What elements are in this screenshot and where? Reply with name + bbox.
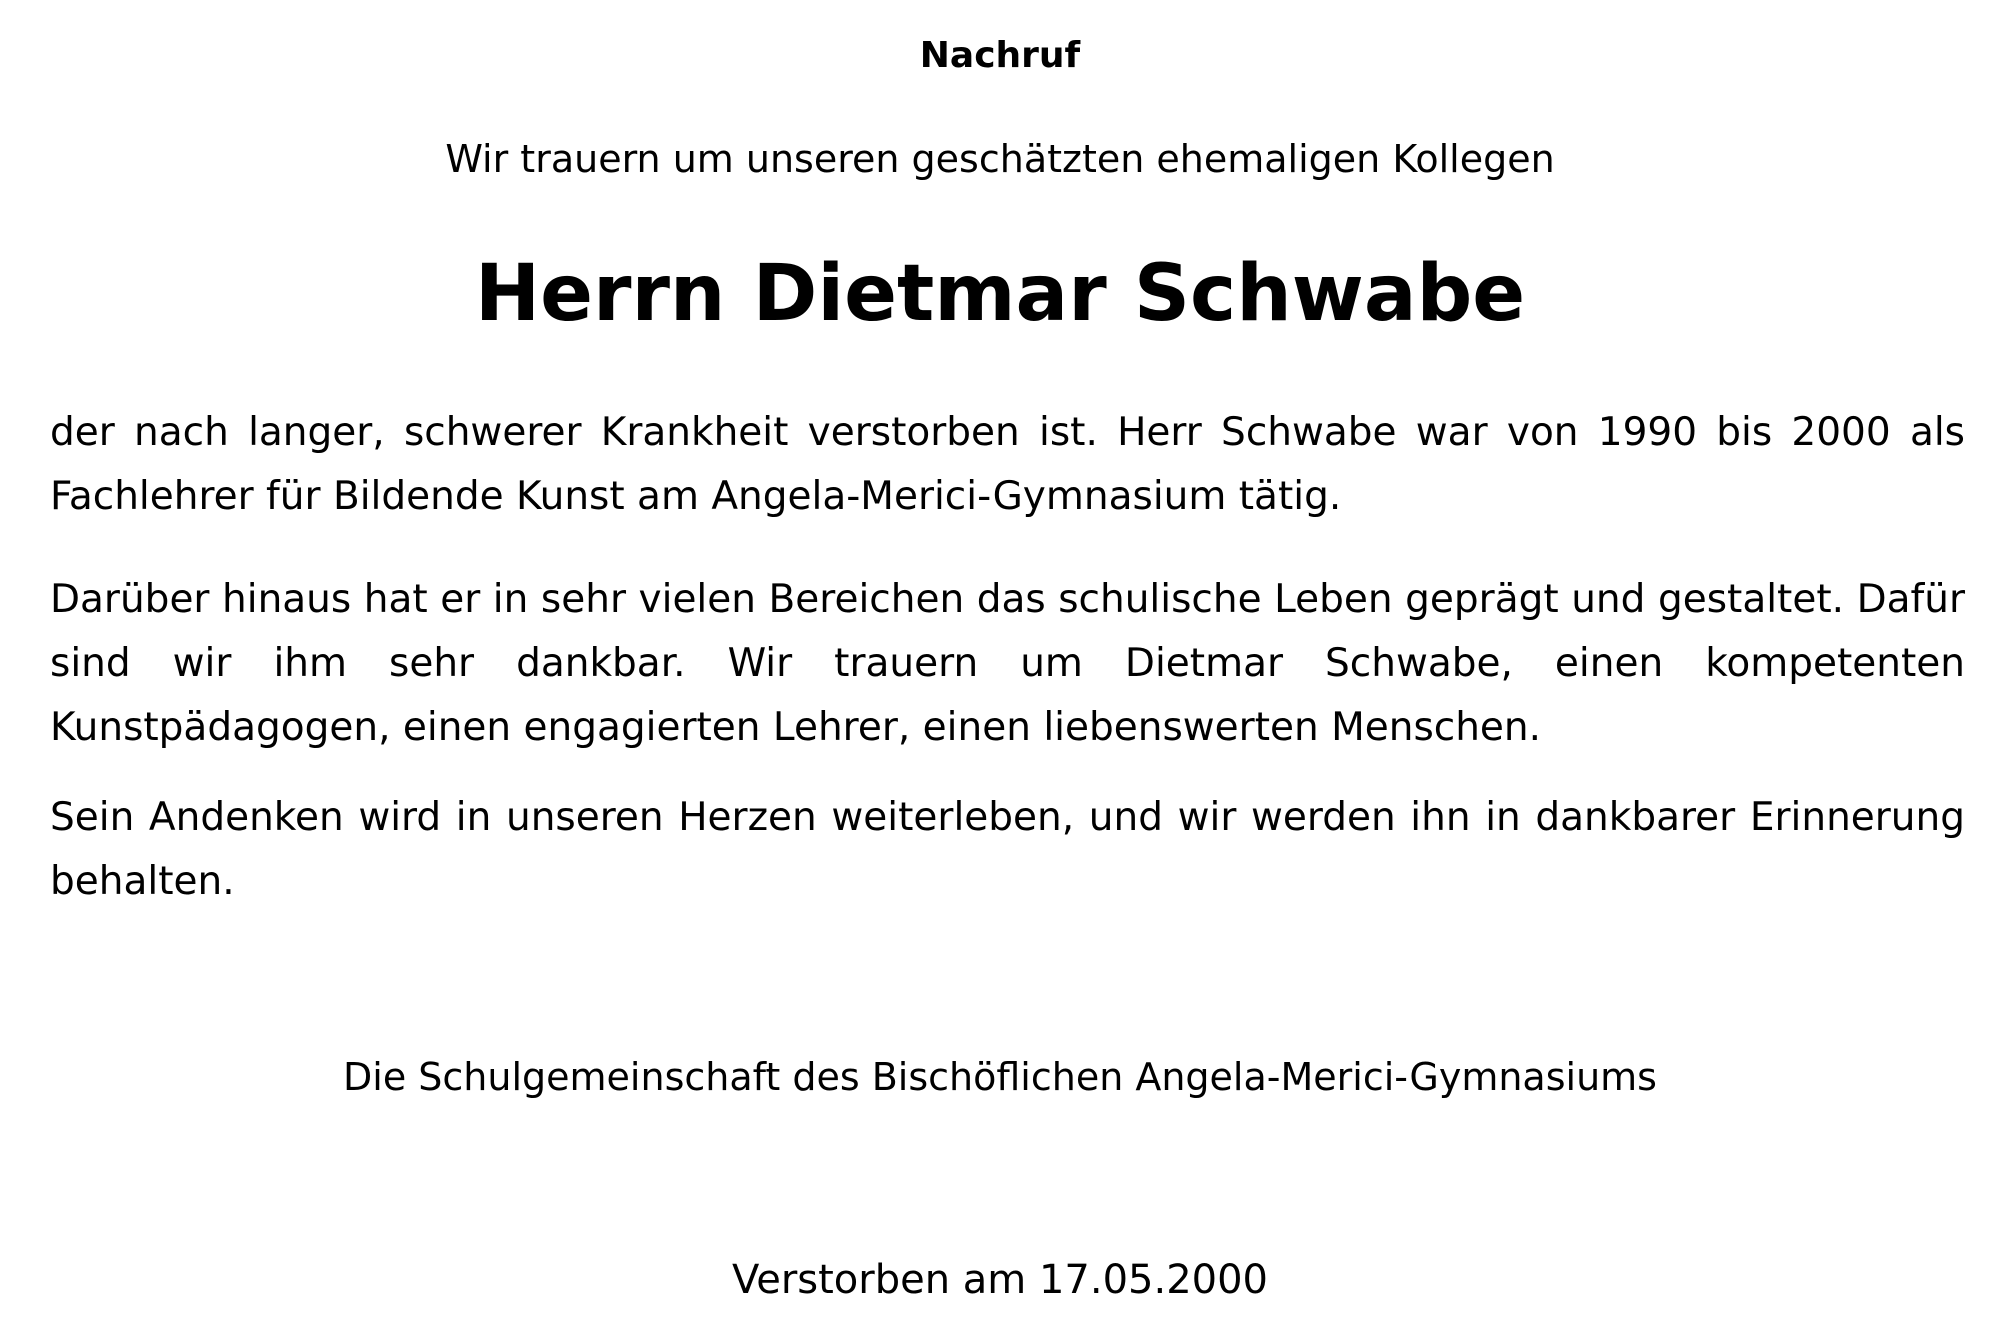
signature-line: Die Schulgemeinschaft des Bischöflichen Angela-Merici-Gymnasiums (343, 1055, 1657, 1099)
paragraph-3: Sein Andenken wird in unseren Herzen weiterleben, und wir werden ihn in dankbarer Erinnerung behalten. (50, 795, 1965, 904)
intro-line: Wir trauern um unseren geschätzten ehemaligen Kollegen (445, 137, 1555, 181)
paragraph-1: der nach langer, schwerer Krankheit verstorben ist. Herr Schwabe war von 1990 bis 2000 als Fachlehrer für Bildende Kunst am Angela-Merici-Gymnasium tätig. (50, 410, 1965, 519)
death-date: Verstorben am 17.05.2000 (731, 1257, 1269, 1303)
deceased-name: Herrn Dietmar Schwabe (474, 249, 1526, 339)
paragraph-2: Darüber hinaus hat er in sehr vielen Bereichen das schulische Leben geprägt und gestaltet. Dafür sind wir ihm sehr dankbar. Wir trauern um Dietmar Schwabe, einen kompetenten Kunstpädagogen, einen engagierten Lehrer, einen liebenswerten Menschen. (50, 577, 1965, 750)
obituary-heading: Nachruf (919, 35, 1081, 76)
